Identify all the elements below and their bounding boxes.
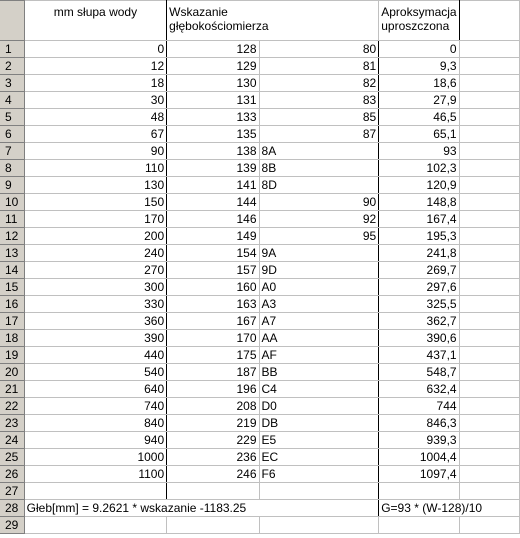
header-depth-gauge-line2: głębokościomierza [169,19,269,33]
cell-mm-water[interactable]: 12 [24,58,167,75]
row-number[interactable]: 19 [1,347,25,364]
cell-hex-value[interactable]: A0 [259,279,379,296]
header-depth-gauge-reading[interactable] [167,1,379,41]
cell-approximation[interactable]: 148,8 [379,194,459,211]
cell-hex-value[interactable]: 8B [259,160,379,177]
cell-empty[interactable] [459,75,519,92]
cell-gauge-reading[interactable]: 139 [167,160,259,177]
table-row [1,449,520,466]
cell-mm-water[interactable]: 440 [24,347,167,364]
table-row [1,330,520,347]
cell-approximation[interactable]: 297,6 [379,279,459,296]
cell-mm-water[interactable]: 30 [24,92,167,109]
table-row [1,75,520,92]
formula-row [1,500,520,517]
cell-empty[interactable] [167,517,259,534]
cell-empty[interactable] [459,143,519,160]
cell-approximation[interactable]: 437,1 [379,347,459,364]
row-number[interactable]: 23 [1,415,25,432]
cell-empty[interactable] [459,347,519,364]
cell-approximation[interactable]: 269,7 [379,262,459,279]
table-row [1,279,520,296]
cell-approximation[interactable]: 9,3 [379,58,459,75]
cell-empty[interactable] [459,398,519,415]
cell-mm-water[interactable]: 170 [24,211,167,228]
cell-gauge-reading[interactable]: 208 [167,398,259,415]
table-row [1,194,520,211]
cell-hex-value[interactable]: 8A [259,143,379,160]
cell-empty[interactable] [459,211,519,228]
table-row [1,160,520,177]
cell-mm-water[interactable]: 1100 [24,466,167,483]
table-row [1,347,520,364]
cell-gauge-reading[interactable]: 163 [167,296,259,313]
cell-mm-water[interactable]: 1000 [24,449,167,466]
cell-gauge-reading[interactable]: 130 [167,75,259,92]
cell-mm-water[interactable]: 360 [24,313,167,330]
cell-approximation[interactable]: 195,3 [379,228,459,245]
cell-hex-value[interactable]: 90 [259,194,379,211]
cell-approximation[interactable]: 548,7 [379,364,459,381]
table-row [1,466,520,483]
row-number[interactable]: 25 [1,449,25,466]
row-number[interactable]: 22 [1,398,25,415]
cell-mm-water[interactable]: 240 [24,245,167,262]
cell-empty[interactable] [459,177,519,194]
row-number[interactable]: 29 [1,517,25,534]
table-row [1,143,520,160]
cell-empty[interactable] [459,41,519,58]
cell-mm-water[interactable]: 200 [24,228,167,245]
cell-empty[interactable] [24,483,167,500]
cell-empty[interactable] [459,92,519,109]
cell-empty[interactable] [459,194,519,211]
row-number[interactable]: 9 [1,177,25,194]
cell-mm-water[interactable]: 540 [24,364,167,381]
cell-hex-value[interactable]: EC [259,449,379,466]
cell-empty[interactable] [24,517,167,534]
row-number[interactable]: 8 [1,160,25,177]
row-number[interactable]: 28 [1,500,25,517]
row-number[interactable]: 20 [1,364,25,381]
cell-gauge-reading[interactable]: 149 [167,228,259,245]
cell-hex-value[interactable]: 95 [259,228,379,245]
cell-gauge-reading[interactable]: 175 [167,347,259,364]
cell-hex-value[interactable]: E5 [259,432,379,449]
table-row [1,398,520,415]
header-empty-cell[interactable] [459,1,519,41]
cell-empty[interactable] [459,330,519,347]
cell-empty[interactable] [459,432,519,449]
cell-gauge-reading[interactable]: 246 [167,466,259,483]
table-row [1,432,520,449]
table-row [1,211,520,228]
cell-empty[interactable] [459,483,519,500]
cell-hex-value[interactable]: 82 [259,75,379,92]
cell-hex-value[interactable]: D0 [259,398,379,415]
table-row [1,483,520,500]
cell-gauge-reading[interactable]: 160 [167,279,259,296]
cell-hex-value[interactable]: 83 [259,92,379,109]
cell-empty[interactable] [459,313,519,330]
row-header-corner[interactable] [1,1,25,41]
cell-mm-water[interactable]: 67 [24,126,167,143]
row-number[interactable]: 12 [1,228,25,245]
table-row [1,381,520,398]
header-row [1,1,520,41]
cell-approximation[interactable]: 1097,4 [379,466,459,483]
row-number[interactable]: 17 [1,313,25,330]
cell-gauge-reading[interactable]: 219 [167,415,259,432]
cell-gauge-reading[interactable]: 135 [167,126,259,143]
cell-approximation[interactable]: 390,6 [379,330,459,347]
cell-gauge-reading[interactable]: 144 [167,194,259,211]
cell-gauge-reading[interactable]: 131 [167,92,259,109]
cell-mm-water[interactable]: 300 [24,279,167,296]
cell-empty[interactable] [459,517,519,534]
cell-empty[interactable] [459,279,519,296]
cell-empty[interactable] [459,364,519,381]
cell-approximation[interactable]: 241,8 [379,245,459,262]
cell-gauge-reading[interactable]: 128 [167,41,259,58]
header-mm-water-column[interactable]: mm słupa wody [24,1,167,41]
cell-hex-value[interactable]: DB [259,415,379,432]
row-number[interactable]: 1 [1,41,25,58]
cell-gauge-reading[interactable]: 157 [167,262,259,279]
table-row [1,228,520,245]
cell-mm-water[interactable]: 110 [24,160,167,177]
row-number[interactable]: 4 [1,92,25,109]
table-row [1,126,520,143]
cell-empty[interactable] [259,517,379,534]
cell-approximation[interactable]: 27,9 [379,92,459,109]
cell-empty[interactable] [459,58,519,75]
cell-gauge-reading[interactable]: 129 [167,58,259,75]
row-number[interactable]: 6 [1,126,25,143]
cell-empty[interactable] [459,126,519,143]
cell-mm-water[interactable]: 740 [24,398,167,415]
cell-approximation[interactable]: 362,7 [379,313,459,330]
cell-hex-value[interactable]: 9D [259,262,379,279]
cell-empty[interactable] [459,262,519,279]
cell-gauge-reading[interactable]: 196 [167,381,259,398]
cell-mm-water[interactable]: 640 [24,381,167,398]
row-number[interactable]: 18 [1,330,25,347]
cell-hex-value[interactable]: 81 [259,58,379,75]
cell-hex-value[interactable]: F6 [259,466,379,483]
cell-gauge-reading[interactable]: 141 [167,177,259,194]
row-number[interactable]: 10 [1,194,25,211]
cell-approximation[interactable]: 0 [379,41,459,58]
table-row [1,177,520,194]
table-row [1,92,520,109]
row-number[interactable]: 24 [1,432,25,449]
cell-gauge-reading[interactable]: 170 [167,330,259,347]
cell-hex-value[interactable]: 87 [259,126,379,143]
cell-empty[interactable] [459,109,519,126]
table-row [1,262,520,279]
cell-mm-water[interactable]: 48 [24,109,167,126]
table-row [1,109,520,126]
header-depth-gauge-line1: Wskazanie [169,5,228,19]
cell-approximation[interactable]: 65,1 [379,126,459,143]
cell-gauge-reading[interactable]: 146 [167,211,259,228]
cell-hex-value[interactable]: 92 [259,211,379,228]
row-number[interactable]: 5 [1,109,25,126]
cell-approximation[interactable]: 102,3 [379,160,459,177]
cell-hex-value[interactable]: 9A [259,245,379,262]
cell-mm-water[interactable]: 330 [24,296,167,313]
table-row [1,313,520,330]
cell-empty[interactable] [459,245,519,262]
cell-gauge-reading[interactable]: 187 [167,364,259,381]
row-number[interactable]: 14 [1,262,25,279]
cell-approximation[interactable]: 46,5 [379,109,459,126]
row-number[interactable]: 13 [1,245,25,262]
cell-gauge-reading[interactable]: 229 [167,432,259,449]
row-number[interactable]: 15 [1,279,25,296]
row-number[interactable]: 16 [1,296,25,313]
header-approx-line1: Aproksymacja [381,5,457,19]
cell-hex-value[interactable]: A3 [259,296,379,313]
cell-mm-water[interactable]: 840 [24,415,167,432]
cell-empty[interactable] [459,381,519,398]
formula-simplified-approximation[interactable]: G=93 * (W-128)/10 [379,500,520,517]
cell-hex-value[interactable]: 80 [259,41,379,58]
cell-approximation[interactable]: 93 [379,143,459,160]
cell-mm-water[interactable]: 18 [24,75,167,92]
cell-mm-water[interactable]: 90 [24,143,167,160]
header-simplified-approximation[interactable] [379,1,459,41]
table-row [1,517,520,534]
cell-empty[interactable] [459,160,519,177]
row-number[interactable]: 11 [1,211,25,228]
cell-mm-water[interactable]: 940 [24,432,167,449]
cell-empty[interactable] [259,483,379,500]
table-row [1,58,520,75]
cell-gauge-reading[interactable]: 133 [167,109,259,126]
cell-hex-value[interactable]: A7 [259,313,379,330]
table-row [1,296,520,313]
table-row [1,245,520,262]
cell-approximation[interactable]: 325,5 [379,296,459,313]
row-number[interactable]: 26 [1,466,25,483]
cell-empty[interactable] [167,483,259,500]
cell-mm-water[interactable]: 0 [24,41,167,58]
cell-approximation[interactable]: 846,3 [379,415,459,432]
cell-mm-water[interactable]: 130 [24,177,167,194]
cell-mm-water[interactable]: 390 [24,330,167,347]
cell-empty[interactable] [459,466,519,483]
cell-empty[interactable] [459,415,519,432]
cell-approximation[interactable]: 632,4 [379,381,459,398]
cell-gauge-reading[interactable]: 167 [167,313,259,330]
cell-gauge-reading[interactable]: 138 [167,143,259,160]
row-number[interactable]: 2 [1,58,25,75]
cell-empty[interactable] [379,483,459,500]
cell-gauge-reading[interactable]: 154 [167,245,259,262]
cell-hex-value[interactable]: 8D [259,177,379,194]
cell-mm-water[interactable]: 270 [24,262,167,279]
cell-empty[interactable] [459,296,519,313]
cell-empty[interactable] [459,228,519,245]
row-number[interactable]: 7 [1,143,25,160]
table-row [1,415,520,432]
cell-gauge-reading[interactable]: 236 [167,449,259,466]
formula-depth-regression[interactable]: Głeb[mm] = 9.2621 * wskazanie -1183.25 [24,500,379,517]
cell-approximation[interactable]: 744 [379,398,459,415]
table-row [1,41,520,58]
table-row [1,364,520,381]
header-approx-line2: uproszczona [381,19,450,33]
cell-mm-water[interactable]: 150 [24,194,167,211]
cell-approximation[interactable]: 18,6 [379,75,459,92]
cell-approximation[interactable]: 939,3 [379,432,459,449]
row-number[interactable]: 21 [1,381,25,398]
cell-approximation[interactable]: 167,4 [379,211,459,228]
cell-approximation[interactable]: 1004,4 [379,449,459,466]
cell-empty[interactable] [379,517,459,534]
row-number[interactable]: 3 [1,75,25,92]
cell-hex-value[interactable]: C4 [259,381,379,398]
row-number[interactable]: 27 [1,483,25,500]
cell-hex-value[interactable]: BB [259,364,379,381]
cell-hex-value[interactable]: 85 [259,109,379,126]
cell-empty[interactable] [459,449,519,466]
cell-approximation[interactable]: 120,9 [379,177,459,194]
cell-hex-value[interactable]: AF [259,347,379,364]
cell-hex-value[interactable]: AA [259,330,379,347]
